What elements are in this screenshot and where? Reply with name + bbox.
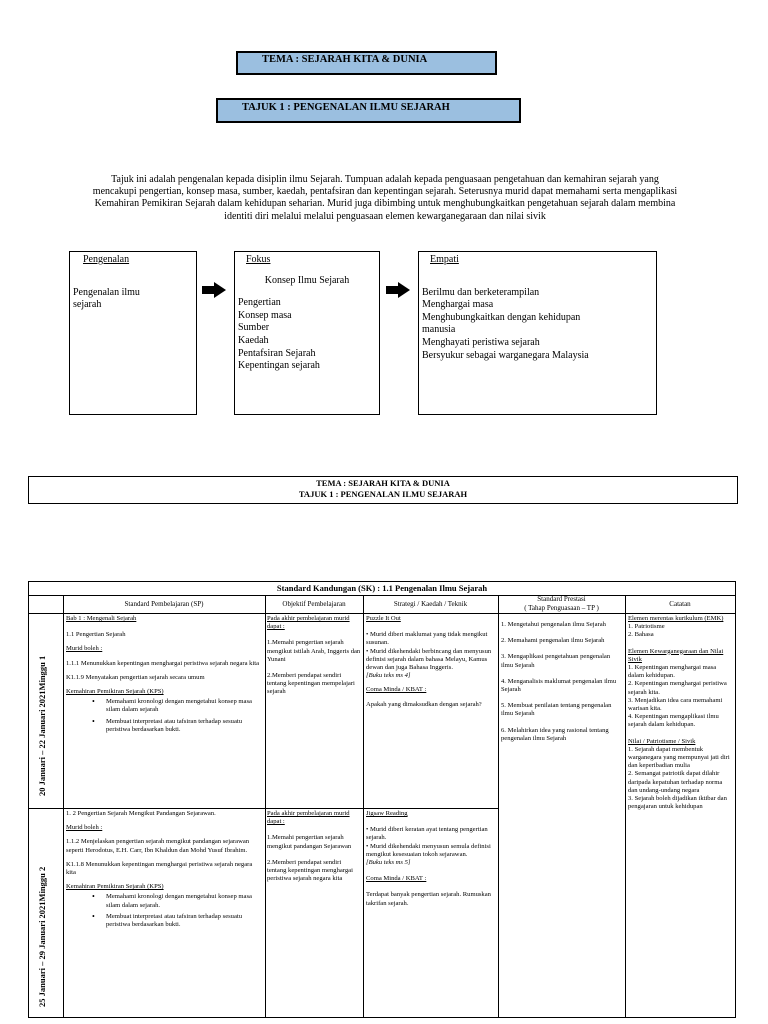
- tajuk-title-box: [216, 98, 521, 123]
- pengenalan-line: Pengenalan ilmu: [73, 286, 140, 298]
- col-header-prestasi: [498, 595, 625, 613]
- col-header-strategi: Strategi / Kaedah / Teknik: [393, 600, 468, 608]
- tema-title-box: [236, 51, 497, 75]
- fokus-heading: Fokus: [246, 254, 271, 265]
- fokus-item: Sumber: [238, 322, 270, 334]
- intro-line: identiti diri melalui melalui penguasaan elemen kewarganegaraan dan nilai sivik: [224, 210, 546, 222]
- sp-line: 1.1.2 Menjelaskan pengertian sejarah mengikut pandangan sejarawan seperti Herodotus, E.H. Carr, Ibn Khaldun dan Mohd Yusuf Ibrahim.: [66, 838, 250, 854]
- intro-paragraph: [40, 174, 730, 223]
- sp-bab: Bab 1 : Mengenali Sejarah: [66, 615, 137, 622]
- str-bullet: • Murid dikehendaki menyusun semula definisi mengikut kesesuaian tokoh sejarawan.: [366, 842, 491, 858]
- intro-line: mencakupi pengertian, konsep masa, sumber, kaedah, pentafsiran dan kepentingan sejarah. Seterusnya murid dapat memahami serta mengaplikasi: [92, 186, 678, 198]
- row1-strategi: [366, 615, 495, 709]
- arrow-right-icon: [202, 282, 226, 298]
- row2-objektif: [267, 810, 361, 883]
- sk-title: Standard Kandungan (SK) : 1.1 Pengenalan Ilmu Sejarah: [276, 583, 488, 593]
- empati-item: Bersyukur sebagai warganegara Malaysia: [422, 349, 589, 361]
- sp-bullet: • Membuat interpretasi atau tafsiran terhadap sesuatu peristiwa berdasarkan bukti.: [66, 718, 262, 734]
- intro-line: Tajuk ini adalah pengenalan kepada disiplin ilmu Sejarah. Tumpuan adalah kepada penguasaan pengetahuan dan kemahiran sejarah yang: [111, 174, 659, 185]
- str-ref: [Buku teks ms 5]: [366, 859, 411, 867]
- emk-item: 1. Patriotisme: [628, 623, 665, 631]
- prestasi-item: 4. Menganalisis maklumat pengenalan ilmu Sejarah: [501, 677, 617, 694]
- row1-objektif: [267, 615, 361, 697]
- tajuk-title: TAJUK 1 : PENGENALAN ILMU SEJARAH: [242, 102, 450, 113]
- obj-point: 2.Memberi pendapat sendiri tentang kepentingan mempelajari sejarah: [267, 672, 355, 696]
- str-minda: Coma Minda / KBAT :: [366, 686, 427, 694]
- sp-bullet: • Memahami kronologi dengan mengetahui konsep masa silam dalam sejarah: [66, 698, 262, 714]
- ek-item: 3. Menjadikan idea cara memahami warisan kita.: [628, 696, 723, 713]
- prestasi-item: 6. Melahirkan idea yang rasional tentang pengenalan ilmu Sejarah: [501, 726, 609, 742]
- intro-line: Kemahiran Pemikiran Sejarah dalam kehidupan seharian. Murid juga dibimbing untuk menghubungkaitkan pengetahuan sejarah dalam membina: [94, 198, 676, 210]
- np-heading: Nilai / Patriotisme / Sivik: [628, 737, 696, 745]
- fokus-box: [234, 251, 380, 415]
- week-1-label: 20 Januari – 22 Januari 2021Minggu 1: [37, 655, 47, 796]
- np-item: 2. Semangat patriotik dapat dilahir daripada kepatuhan terhadap norma dan undang-undang negara: [628, 770, 723, 794]
- tema-tajuk-header: [28, 476, 738, 504]
- ek-item: 1. Kepentingan menghargai masa dalam kehidupan.: [628, 664, 717, 680]
- str-question: Terdapat banyak pengertian sejarah. Rumuskan takrifan sejarah.: [366, 891, 491, 907]
- empati-item: Menghargai masa: [422, 299, 494, 311]
- fokus-title: Konsep Ilmu Sejarah: [264, 274, 350, 286]
- empati-box: [418, 251, 657, 415]
- obj-head: Pada akhir pembelajaran murid dapat :: [267, 810, 350, 826]
- obj-point: 1.Memahi pengertian sejarah mengikut pandangan Sejarawan: [267, 834, 352, 850]
- tema-title: TEMA : SEJARAH KITA & DUNIA: [262, 54, 428, 65]
- ek-item: 2. Kepentingan menghargai peristiwa sejarah kita.: [628, 680, 727, 696]
- header-tema: TEMA : SEJARAH KITA & DUNIA: [316, 478, 450, 488]
- obj-head: Pada akhir pembelajaran murid dapat :: [267, 615, 350, 631]
- empati-item: manusia: [422, 324, 456, 336]
- week-2-label: 25 Januari – 29 Januari 2021Minggu 2: [37, 866, 47, 1007]
- pengenalan-heading: Pengenalan: [83, 254, 130, 265]
- fokus-item: Pentafsiran Sejarah: [238, 347, 316, 359]
- empati-item: Berilmu dan berketerampilan: [422, 286, 540, 298]
- header-tajuk: TAJUK 1 : PENGENALAN ILMU SEJARAH: [298, 489, 468, 499]
- sp-bullet: • Membuat interpretasi atau tafsiran terhadap sesuatu peristiwa berdasarkan bukti.: [66, 913, 262, 929]
- sp-sub: 1.1 Pengertian Sejarah: [66, 631, 126, 639]
- fokus-item: Pengertian: [238, 297, 281, 309]
- emk-item: 2. Bahasa: [628, 631, 654, 639]
- str-bullet: • Murid dikehendaki berbincang dan menyusun definisi sejarah dalam bahasa Melayu, Kamus dewan dan juga Bahasa Inggeris.: [366, 647, 492, 672]
- sp-murid: Murid boleh :: [66, 824, 103, 832]
- str-question: Apakah yang dimaksudkan dengan sejarah?: [366, 700, 482, 708]
- str-ref: [Buku teks ms 4]: [366, 672, 411, 680]
- str-bullet: • Murid diberi maklumat yang tidak mengikut susunan.: [366, 631, 488, 647]
- fokus-item: Konsep masa: [238, 309, 292, 321]
- obj-point: 1.Memahi pengertian sejarah mengikut istilah Arab, Inggeris dan Yunani: [267, 639, 361, 663]
- sp-murid: Murid boleh :: [66, 645, 103, 653]
- empati-item: Menghayati peristiwa sejarah: [422, 336, 540, 348]
- row1-sp: [66, 615, 262, 737]
- empati-item: Menghubungkaitkan dengan kehidupan: [422, 311, 581, 323]
- np-item: 3. Sejarah boleh dijadikan iktibar dan pengajaran untuk kehidupan: [628, 795, 727, 811]
- row2-sp: [66, 810, 262, 932]
- col-header-objektif: Objektif Pembelajaran: [282, 600, 346, 608]
- prestasi-item: 3. Mengaplikasi pengetahuan pengenalan ilmu Sejarah: [501, 653, 611, 669]
- sp-line: K1.1.8 Menunukkan kepentingan menghargai peristiwa sejarah negara kita: [66, 860, 253, 877]
- sp-line: 1.1.1 Menunukkan kepentingan menghargai peristiwa sejarah negara kita: [66, 659, 260, 667]
- prestasi-header-line2: ( Tahap Penguasaan – TP ): [524, 604, 599, 612]
- sp-sub: 1. 2 Pengertian Sejarah Mengikut Pandangan Sejarawan.: [66, 810, 216, 817]
- catatan-notes: [628, 615, 733, 811]
- lesson-plan-table: [28, 581, 736, 1018]
- pengenalan-box: [69, 251, 197, 415]
- prestasi-header-line1: Standard Prestasi: [537, 595, 586, 603]
- ek-item: 4. Kepentingan mengaplikasi ilmu sejarah dalam kehidupan.: [628, 713, 719, 729]
- fokus-item: Kaedah: [238, 334, 269, 346]
- sp-line: K1.1.9 Menyatakan pengertian sejarah secara umum: [66, 673, 205, 681]
- emk-heading: Elemen merentas kurikulum (EMK): [628, 615, 724, 622]
- ek-heading: Elemen Kewarganegaraan dan Nilai Sivik: [628, 647, 724, 663]
- row2-strategi: [366, 810, 495, 908]
- prestasi-item: 2. Memahami pengenalan ilmu Sejarah: [501, 637, 605, 645]
- sp-bullet: • Memahami kronologi dengan mengetahui konsep masa silam dalam sejarah.: [66, 893, 262, 909]
- col-header-sp: Standard Pembelajaran (SP): [124, 600, 204, 608]
- obj-point: 2.Memberi pendapat sendiri tentang kepentingan menghargai peristiwa sejarah negara kita: [267, 858, 353, 883]
- sp-kps: Kemahiran Pemikiran Sejarah (KPS): [66, 883, 164, 891]
- pengenalan-line: sejarah: [73, 299, 102, 311]
- np-item: 1. Sejarah dapat membentuk warganegara yang mempunyai jati diri dan keperibadian mulia: [628, 745, 730, 770]
- fokus-item: Kepentingan sejarah: [238, 360, 320, 372]
- col-header-catatan: Catatan: [669, 600, 691, 608]
- str-bullet: • Murid diberi keratan ayat tentang pengertian sejarah.: [366, 826, 488, 842]
- arrow-right-icon: [386, 282, 410, 298]
- str-head: Jigsaw Reading: [366, 810, 408, 817]
- prestasi-list: [501, 621, 623, 743]
- str-head: Puzzle It Out: [366, 615, 401, 622]
- empati-heading: Empati: [430, 254, 459, 265]
- sp-kps: Kemahiran Pemikiran Sejarah (KPS): [66, 688, 164, 696]
- prestasi-item: 1. Mengetahui pengenalan ilmu Sejarah: [501, 621, 606, 628]
- prestasi-item: 5. Membuat penilaian tentang pengenalan ilmu Sejarah: [501, 702, 612, 718]
- str-minda: Coma Minda / KBAT :: [366, 875, 427, 883]
